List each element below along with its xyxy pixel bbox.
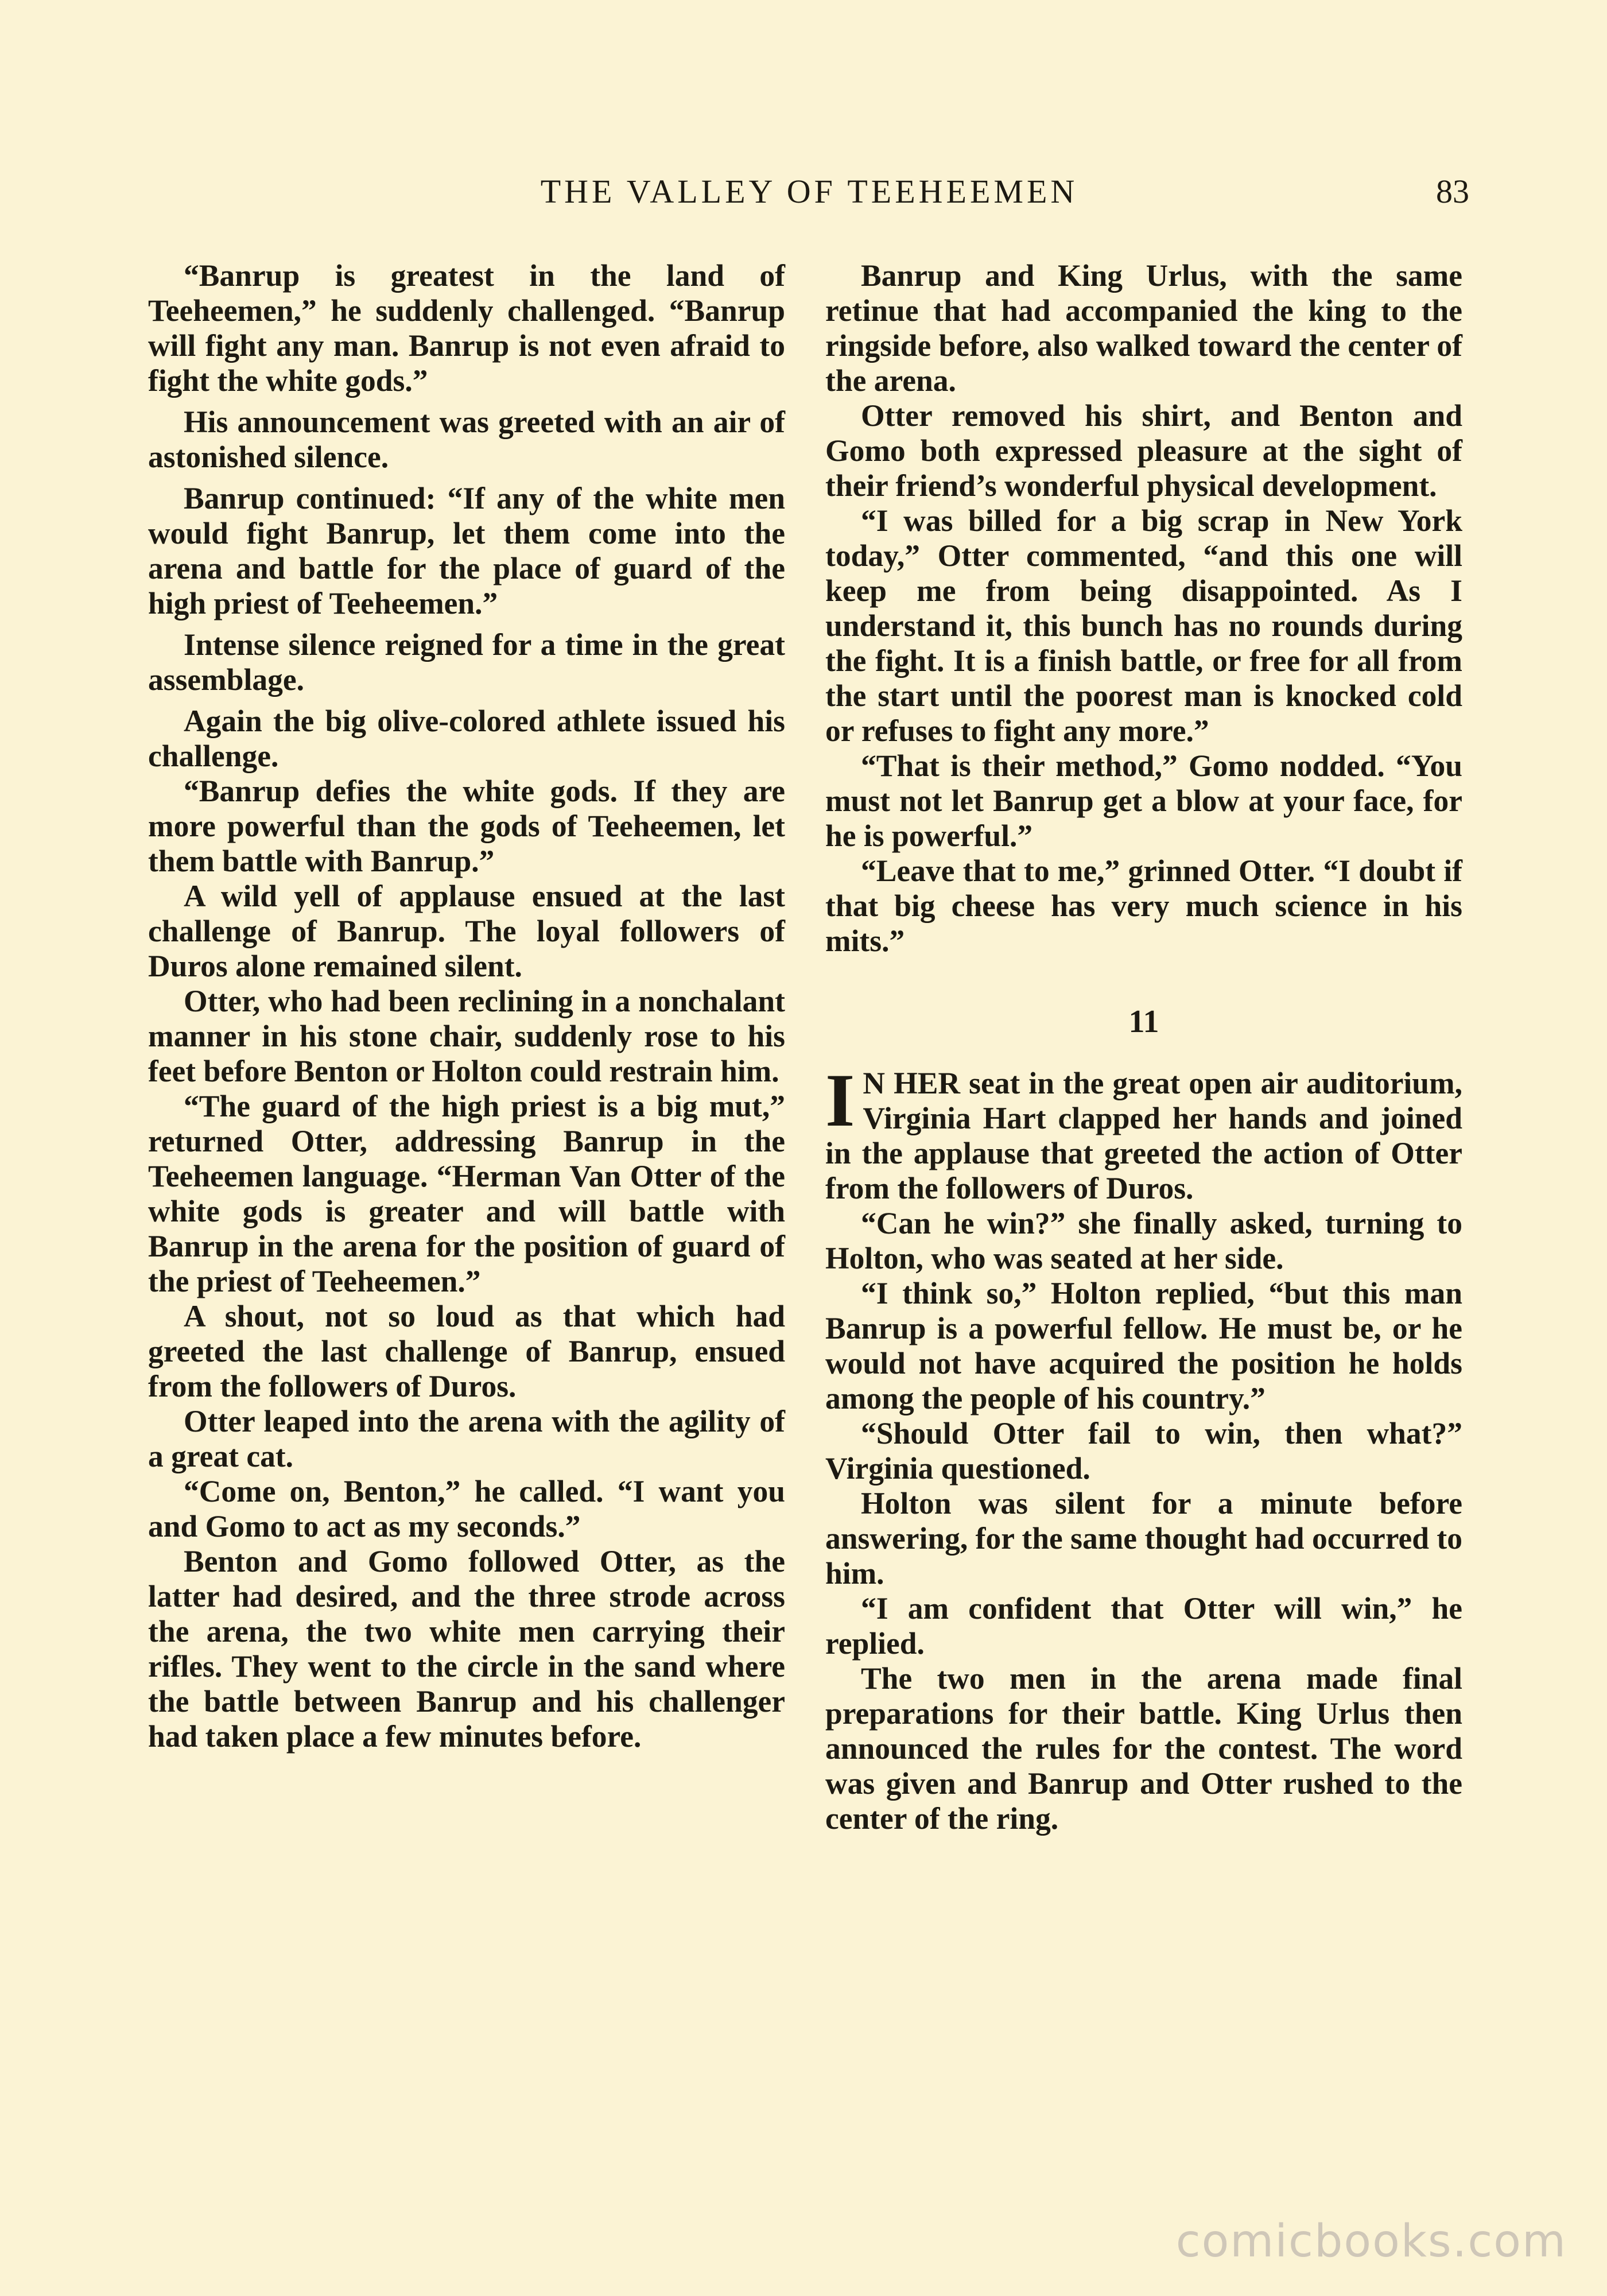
paragraph: “That is their method,” Gomo nodded. “You must not let Banrup get a blow at your face, for he is powerful.” (825, 748, 1462, 853)
paragraph: Otter leaped into the arena with the agility of a great cat. (148, 1404, 785, 1473)
chapter-number: 11 (1128, 1004, 1159, 1040)
paragraph: “Can he win?” she finally asked, turning to Holton, who was seated at her side. (825, 1206, 1462, 1275)
paragraph: “Should Otter fail to win, then what?” Virginia questioned. (825, 1416, 1462, 1486)
paragraph: Banrup continued: “If any of the white men would fight Banrup, let them come into the arena and battle for the place of guard of the high priest of Teeheemen.” (148, 481, 785, 620)
paragraph: “Banrup is greatest in the land of Teeheemen,” he suddenly challenged. “Banrup will fight any man. Banrup is not even afraid to fight the white gods.” (148, 258, 785, 398)
chapter-opening-paragraph (825, 1058, 1462, 1206)
drop-cap: I (825, 1058, 855, 1142)
paragraph: Intense silence reigned for a time in the great assemblage. (148, 627, 785, 697)
paragraph: “The guard of the high priest is a big mut,” returned Otter, addressing Banrup in the Teeheemen language. “Herman Van Otter of the white gods is greater and will battle with Banrup in the arena for the position of guard of the priest of Teeheemen.” (148, 1089, 785, 1298)
paragraph: His announcement was greeted with an air of astonished silence. (148, 405, 785, 474)
running-title: THE VALLEY OF TEEHEEMEN (540, 173, 1078, 210)
page-number: 83 (1436, 173, 1469, 210)
paragraph: The two men in the arena made final preparations for their battle. King Urlus then announced the rules for the contest. The word was given and Banrup and Otter rushed to the center of the ring. (825, 1661, 1462, 1836)
opening-text: N HER seat in the great open air auditorium, Virginia Hart clapped her hands and joined in the applause that greeted the action of Otter from the followers of Duros. (825, 1066, 1462, 1205)
paragraph: “I am confident that Otter will win,” he replied. (825, 1591, 1462, 1661)
paragraph: A wild yell of applause ensued at the last challenge of Banrup. The loyal followers of Duros alone remained silent. (148, 879, 785, 983)
right-column (825, 258, 1462, 1836)
paragraph: Otter removed his shirt, and Benton and Gomo both expressed pleasure at the sight of their friend’s wonderful physical development. (825, 398, 1462, 503)
paragraph: “I was billed for a big scrap in New York today,” Otter commented, “and this one will keep me from being disappointed. As I understand it, this bunch has no rounds during the fight. It is a finish battle, or free for all from the start until the poorest man is knocked cold or refuses to fight any more.” (825, 503, 1462, 748)
paragraph: Again the big olive-colored athlete issued his challenge. (148, 704, 785, 773)
paragraph: Banrup and King Urlus, with the same retinue that had accompanied the king to the ringside before, also walked toward the center of the arena. (825, 258, 1462, 398)
paragraph: Holton was silent for a minute before answering, for the same thought had occurred to him. (825, 1486, 1462, 1591)
paragraph: A shout, not so loud as that which had greeted the last challenge of Banrup, ensued from the followers of Duros. (148, 1299, 785, 1403)
paragraph: “Leave that to me,” grinned Otter. “I doubt if that big cheese has very much science in his mits.” (825, 854, 1462, 958)
paragraph: “Banrup defies the white gods. If they are more powerful than the gods of Teeheemen, let them battle with Banrup.” (148, 774, 785, 878)
paragraph: Otter, who had been reclining in a nonchalant manner in his stone chair, suddenly rose to his feet before Benton or Holton could restrain him. (148, 984, 785, 1088)
paragraph: “I think so,” Holton replied, “but this man Banrup is a powerful fellow. He must be, or he would not have acquired the position he holds among the people of his country.” (825, 1276, 1462, 1415)
paragraph: Benton and Gomo followed Otter, as the latter had desired, and the three strode across the arena, the two white men carrying their rifles. They went to the circle in the sand where the battle between Banrup and his challenger had taken place a few minutes before. (148, 1544, 785, 1754)
left-column (148, 258, 785, 1754)
paragraph: “Come on, Benton,” he called. “I want you and Gomo to act as my seconds.” (148, 1474, 785, 1543)
running-header (149, 172, 1469, 218)
watermark: comicbooks.com (1175, 2216, 1567, 2267)
